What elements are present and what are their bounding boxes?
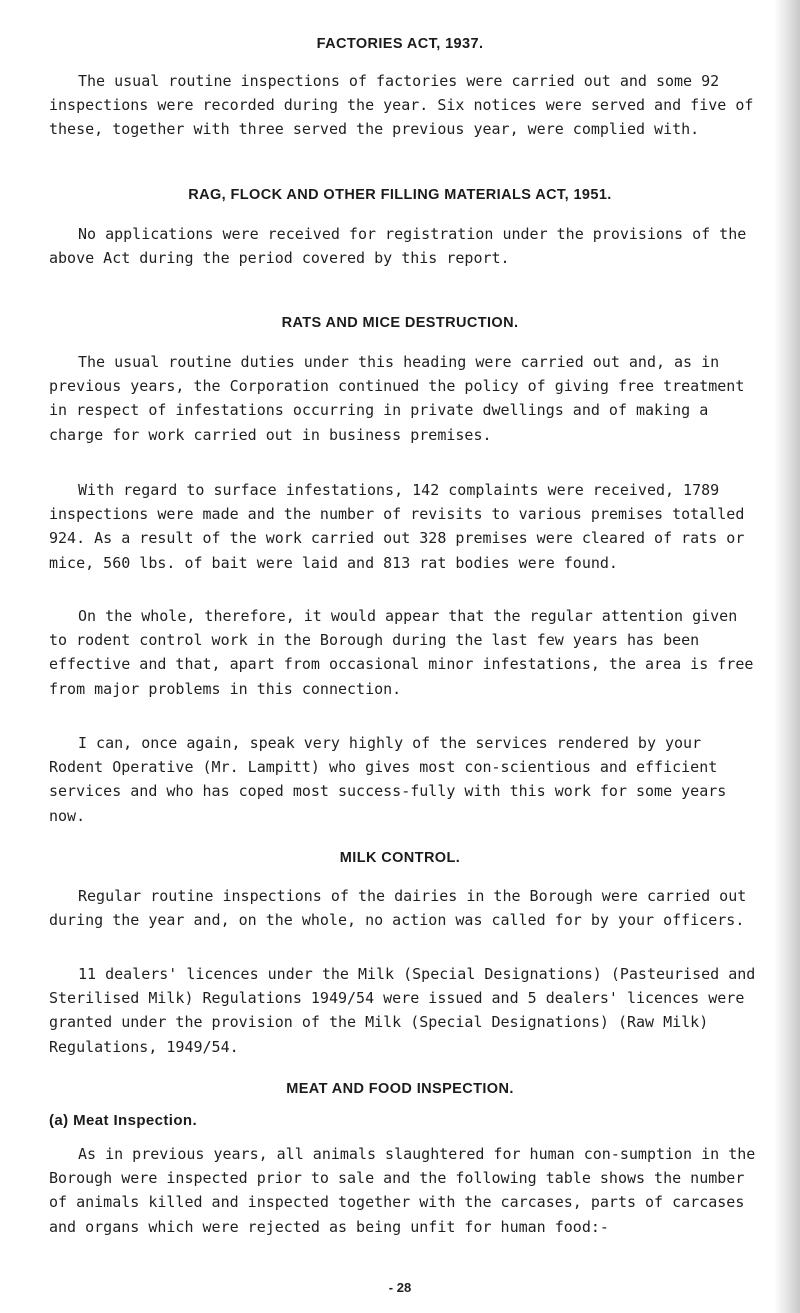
- rats-mice-paragraph-4: I can, once again, speak very highly of the services rendered by your Rodent Operative (Mr. Lampitt) who gives most con-scientious and efficient services and who has coped most success-fully with this work for some years now.: [49, 734, 727, 825]
- page-number-value: 28: [396, 1280, 412, 1295]
- rats-mice-paragraph-1: The usual routine duties under this heading were carried out and, as in previous years, the Corporation continued the policy of giving free treatment in respect of infestations occurring in private dwellings and of making a charge for work carried out in business premises.: [49, 353, 745, 444]
- factories-paragraph: The usual routine inspections of factories were carried out and some 92 inspections were recorded during the year. Six notices were served and five of these, together with three served the previous year, were complied with.: [49, 72, 754, 139]
- heading-rag-flock-act: RAG, FLOCK AND OTHER FILLING MATERIALS ACT, 1951.: [188, 187, 612, 203]
- milk-paragraph-1: Regular routine inspections of the dairies in the Borough were carried out during the year and, on the whole, no action was called for by your officers.: [49, 887, 747, 930]
- rag-flock-paragraph: No applications were received for registration under the provisions of the above Act during the period covered by this report.: [49, 225, 747, 268]
- rats-mice-paragraph-3: On the whole, therefore, it would appear that the regular attention given to rodent control work in the Borough during the last few years has been effective and that, apart from occasional minor infestations, the area is free from major problems in this connection.: [49, 607, 754, 698]
- page-number: - 28: [388, 1280, 412, 1295]
- rats-mice-paragraph-2: With regard to surface infestations, 142 complaints were received, 1789 inspections were made and the number of revisits to various premises totalled 924. As a result of the work carried out 328 premises were cleared of rats or mice, 560 lbs. of bait were laid and 813 rat bodies were found.: [49, 481, 745, 572]
- meat-paragraph: As in previous years, all animals slaughtered for human con-sumption in the Borough were inspected prior to sale and the following table shows the number of animals killed and inspected together with the carcases, parts of carcases and organs which were rejected as being unfit for human food:-: [49, 1145, 756, 1236]
- subheading-meat-inspection: (a) Meat Inspection.: [49, 1112, 198, 1129]
- heading-rats-and-mice: RATS AND MICE DESTRUCTION.: [281, 315, 519, 331]
- milk-paragraph-2: 11 dealers' licences under the Milk (Special Designations) (Pasteurised and Sterilised Milk) Regulations 1949/54 were issued and 5 dealers' licences were granted under the provision of the Milk (Special Designations) (Raw Milk) Regulations, 1949/54.: [49, 965, 756, 1056]
- heading-factories-act: FACTORIES ACT, 1937.: [316, 36, 484, 52]
- heading-milk-control: MILK CONTROL.: [339, 850, 461, 866]
- heading-meat-and-food: MEAT AND FOOD INSPECTION.: [286, 1081, 514, 1097]
